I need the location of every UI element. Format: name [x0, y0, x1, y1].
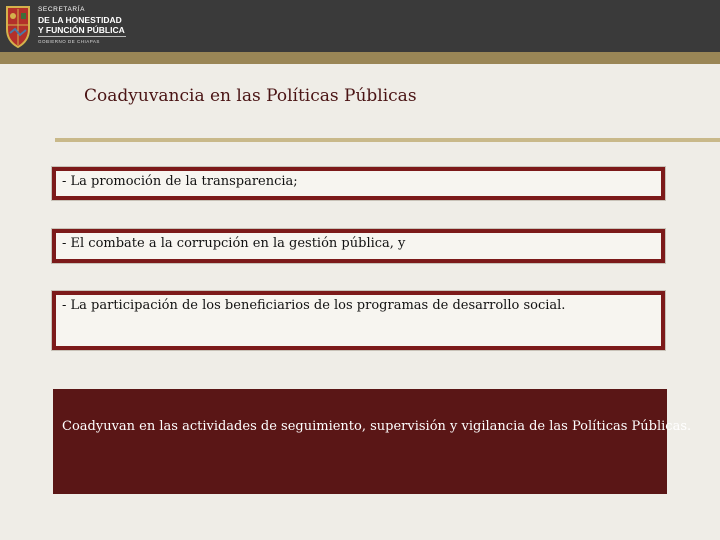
title-divider — [55, 138, 720, 142]
list-item: - La promoción de la transparencia; — [52, 167, 665, 200]
list-item: - El combate a la corrupción en la gestión pública, y — [52, 229, 665, 263]
logo-line-1: SECRETARÍA — [38, 6, 86, 13]
coat-of-arms-icon — [3, 3, 33, 49]
header-accent-bar — [0, 52, 720, 64]
page-title: Coadyuvancia en las Políticas Públicas — [84, 86, 417, 106]
logo-line-4: GOBIERNO DE CHIAPAS — [38, 39, 100, 44]
summary-box: Coadyuvan en las actividades de seguimiento, supervisión y vigilancia de las Políticas Públicas. — [53, 389, 667, 494]
logo-line-2: DE LA HONESTIDAD — [38, 15, 122, 25]
logo-line-3: Y FUNCIÓN PÚBLICA — [38, 25, 125, 35]
list-item: - La participación de los beneficiarios de los programas de desarrollo social. — [52, 291, 665, 350]
header-bar — [0, 0, 720, 52]
logo-divider — [38, 36, 126, 37]
logo — [0, 0, 140, 52]
